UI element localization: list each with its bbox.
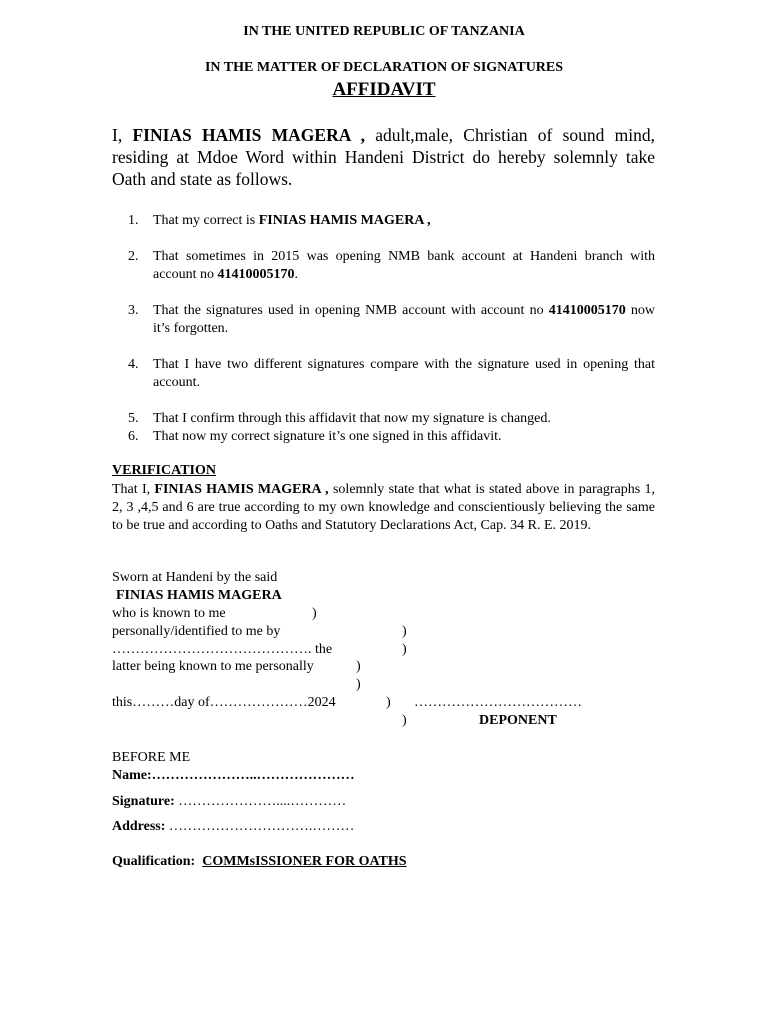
- item-number: 6.: [128, 429, 139, 444]
- intro-paragraph: [112, 124, 655, 190]
- jurat-personally: personally/identified to me by: [112, 624, 281, 639]
- item-text: That my correct is FINIAS HAMIS MAGERA ,: [153, 213, 431, 228]
- jurat-paren: ): [356, 659, 361, 674]
- item-text: That now my correct signature it’s one signed in this affidavit.: [153, 429, 502, 444]
- qualification-line: Qualification: COMMsISSIONER FOR OATHS: [112, 854, 407, 869]
- jurat-this-day: this………day of…………………2024: [112, 695, 336, 710]
- verification-heading: VERIFICATION: [112, 463, 216, 478]
- jurat-paren: ): [386, 695, 391, 710]
- jurat-known: who is known to me: [112, 606, 226, 621]
- jurat-paren: ): [402, 624, 407, 639]
- jurat-paren: ): [402, 713, 407, 728]
- jurat-dots-the: ……………………………………. the: [112, 642, 333, 657]
- jurat-paren: ): [402, 642, 407, 657]
- document-title: AFFIDAVIT: [332, 79, 436, 100]
- deponent-label: DEPONENT: [479, 713, 557, 728]
- intro-text: adult,male, Christian of sound mind, residing at Mdoe Word within Handeni District do hereby solemnly take Oath and state as follows.: [112, 125, 655, 189]
- item-number: 4.: [128, 357, 139, 372]
- item-text: That the signatures used in opening NMB account with account no 41410005170 now it’s forgotten.: [153, 303, 655, 336]
- address-line: Address: ………………………….………: [112, 819, 355, 834]
- before-me-label: BEFORE ME: [112, 750, 191, 765]
- jurat-paren: ): [312, 606, 317, 621]
- jurat-latter: latter being known to me personally: [112, 659, 314, 674]
- header-matter: IN THE MATTER OF DECLARATION OF SIGNATURES: [204, 60, 564, 75]
- jurat-sworn: Sworn at Handeni by the said: [112, 570, 278, 585]
- item-text: That sometimes in 2015 was opening NMB bank account at Handeni branch with account no 41410005170.: [153, 249, 655, 282]
- item-number: 5.: [128, 411, 139, 426]
- qualification-value: COMMsISSIONER FOR OATHS: [202, 854, 407, 869]
- signature-line: Signature: …………………....…………: [112, 794, 347, 809]
- item-text: That I confirm through this affidavit that now my signature is changed.: [153, 411, 551, 426]
- intro-prefix: I,: [112, 125, 123, 145]
- jurat-name: FINIAS HAMIS MAGERA: [116, 588, 282, 603]
- deponent-signature-line: ………………………………: [414, 695, 582, 710]
- item-number: 1.: [128, 213, 139, 228]
- jurat-paren: ): [356, 677, 361, 692]
- item-number: 2.: [128, 249, 139, 264]
- verification-paragraph: That I, FINIAS HAMIS MAGERA , solemnly state that what is stated above in paragraphs 1, 2, 3 ,4,5 and 6 are true according to my own knowledge and conscientiously believing the same to be true and according to Oaths and Statutory Declarations Act, Cap. 34 R. E. 2019.: [112, 482, 656, 533]
- name-line: Name:…………………..…………………: [112, 768, 355, 783]
- item-number: 3.: [128, 303, 139, 318]
- item-text: That I have two different signatures compare with the signature used in opening that account.: [153, 357, 655, 390]
- intro-name: FINIAS HAMIS MAGERA ,: [132, 125, 366, 145]
- header-country: IN THE UNITED REPUBLIC OF TANZANIA: [243, 24, 525, 39]
